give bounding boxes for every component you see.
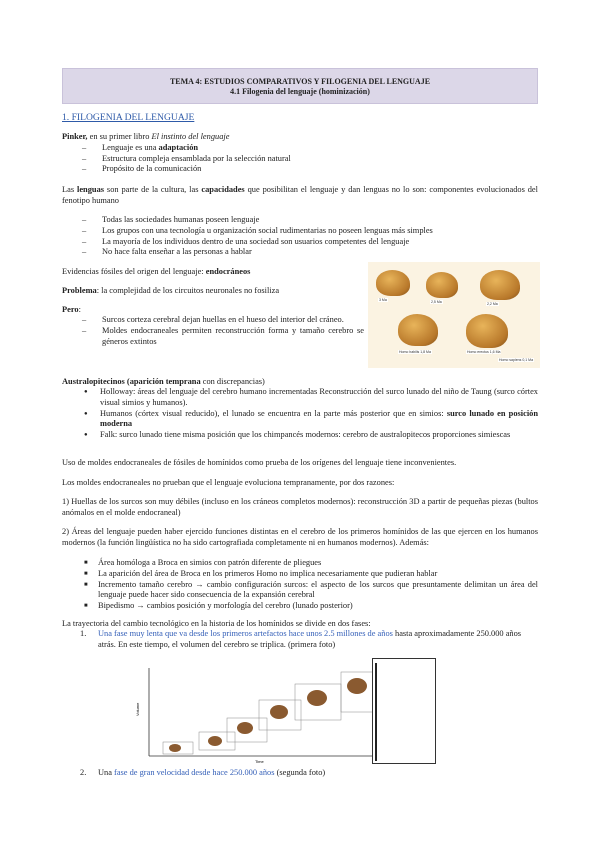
second-photo-frame bbox=[372, 658, 436, 764]
brain-3 bbox=[237, 722, 253, 734]
lenguas-paragraph: Las lenguas son parte de la cultura, las capacidades que posibilitan el lenguaje y dan lenguas no lo son: componentes evolucionados del fenotipo humano bbox=[62, 185, 538, 205]
australo-heading: Australopitecinos (aparición temprana con discrepancias) bbox=[62, 377, 265, 386]
list-item: – No hace falta enseñar a las personas a hablar bbox=[80, 247, 538, 258]
skull-2 bbox=[426, 272, 458, 298]
skull-label: Homo sapiens 0,1 Ma bbox=[499, 358, 534, 362]
problema-line: Problema: la complejidad de los circuitos neuronales no fosiliza bbox=[62, 286, 280, 295]
list-item: ● Humanos (córtex visual reducido), el lunado se encuentra en la parte más posterior que en simios: surco lunado en posición moderna bbox=[80, 409, 538, 431]
skull-label: 2,5 Ma bbox=[431, 300, 442, 304]
brain-5 bbox=[307, 690, 327, 706]
lenguas-list bbox=[80, 215, 538, 258]
skull-label: Homo erectus 1,6 Ma bbox=[467, 350, 501, 354]
skull-5 bbox=[466, 314, 508, 348]
list-item: ■ Área homóloga a Broca en simios con patrón diferente de pliegues bbox=[80, 558, 538, 569]
skull-1 bbox=[376, 270, 410, 296]
pinker-intro: Pinker, en su primer libro El instinto del lenguaje bbox=[62, 132, 230, 141]
skull-label: 2,2 Ma bbox=[487, 302, 498, 306]
list-item: ■ Incremento tamaño cerebro → cambio configuración surcos: el aspecto de los surcos que presuntamente delimitan un área del lenguaje puede hacer sido consecuencia de la expansión cerebral bbox=[80, 580, 538, 602]
endocranial-skulls-figure bbox=[368, 262, 540, 368]
skull-4 bbox=[398, 314, 438, 346]
list-item: 2. Una fase de gran velocidad desde hace 250.000 años (segunda foto) bbox=[80, 768, 326, 777]
skull-label: 3 Ma bbox=[379, 298, 387, 302]
skull-label: Homo habilis 1,8 Ma bbox=[399, 350, 431, 354]
list-item: – Surcos corteza cerebral dejan huellas en el hueso del interior del cráneo. bbox=[80, 315, 364, 326]
moldes-uso: Uso de moldes endocraneales de fósiles de homínidos como prueba de los orígenes del lenguaje tiene inconvenientes. bbox=[62, 458, 457, 467]
list-item: – Lenguaje es una adaptación bbox=[80, 143, 538, 154]
list-item: – Estructura compleja ensamblada por la selección natural bbox=[80, 154, 538, 165]
list-item: ■ La aparición del área de Broca en los primeros Homo no implica necesariamente que pudieran hablar bbox=[80, 569, 538, 580]
fases-list bbox=[80, 629, 538, 651]
chart-ylabel: Volume bbox=[135, 702, 140, 716]
brain-2 bbox=[208, 736, 222, 746]
list-item: ■ Bipedismo → cambios posición y morfología del cerebro (lunado posterior) bbox=[80, 601, 538, 612]
list-item: 1. Una fase muy lenta que va desde los primeros artefactos hace unos 2.5 millones de años hasta aproximadamente 250.000 años atrás. En este tiempo, el volumen del cerebro se triplica. (primera foto) bbox=[80, 629, 522, 649]
evidencias-line: Evidencias fósiles del origen del lenguaje: endocráneos bbox=[62, 267, 251, 276]
australo-list bbox=[80, 387, 538, 441]
ademas-list bbox=[80, 558, 538, 612]
brain-4 bbox=[270, 705, 288, 719]
chart-xlabel: Time bbox=[255, 759, 264, 764]
list-item: – Propósito de la comunicación bbox=[80, 164, 538, 175]
moldes-no: Los moldes endocraneales no prueban que el lenguaje evoluciona tempranamente, por dos razones: bbox=[62, 478, 395, 487]
list-item: ● Holloway: áreas del lenguaje del cerebro humano incrementadas Reconstrucción del surco lunado del niño de Taung (surco córtex visual simios y humanos). bbox=[80, 387, 538, 409]
section-title: 1. FILOGENIA DEL LENGUAJE bbox=[62, 112, 195, 123]
brain-1 bbox=[169, 744, 181, 752]
trayectoria: La trayectoria del cambio tecnológico en la historia de los homínidos se divide en dos fases: bbox=[62, 619, 371, 628]
razon-2: 2) Áreas del lenguaje pueden haber ejercido funciones distintas en el cerebro de los primeros homínidos de las que ejercen en los humanos modernos (la función lingüística no ha sido cartografiada completamente ni en humanos modernos). Además: bbox=[62, 527, 538, 547]
list-item: – Moldes endocraneales permiten reconstrucción forma y tamaño cerebro se géneros extintos bbox=[80, 326, 364, 348]
doc-title: TEMA 4: ESTUDIOS COMPARATIVOS Y FILOGENIA DEL LENGUAJE bbox=[169, 77, 431, 86]
list-item: – Los grupos con una tecnología u organización social rudimentarias no poseen lenguas más simples bbox=[80, 226, 538, 237]
skull-3 bbox=[480, 270, 520, 300]
title-box bbox=[62, 68, 538, 104]
brain-6 bbox=[347, 678, 367, 694]
list-item: – La mayoría de los individuos dentro de una sociedad son usuarios competentes del lenguaje bbox=[80, 237, 538, 248]
razon-1: 1) Huellas de los surcos son muy débiles (incluso en los cráneos completos modernos): reconstrucción 3D a partir de pequeñas piezas (bultos anómalos en el molde endocraneal) bbox=[62, 497, 538, 517]
list-item: ● Falk: surco lunado tiene misma posición que los chimpancés modernos: cerebro de australopitecos proporciones simiescas bbox=[80, 430, 538, 441]
pero-label: Pero: bbox=[62, 305, 81, 314]
list-item: – Todas las sociedades humanas poseen lenguaje bbox=[80, 215, 538, 226]
pero-list bbox=[80, 315, 364, 347]
fases-list-2 bbox=[80, 768, 538, 779]
doc-subtitle: 4.1 Filogenia del lenguaje (hominización) bbox=[230, 87, 370, 96]
pinker-block bbox=[62, 132, 538, 175]
